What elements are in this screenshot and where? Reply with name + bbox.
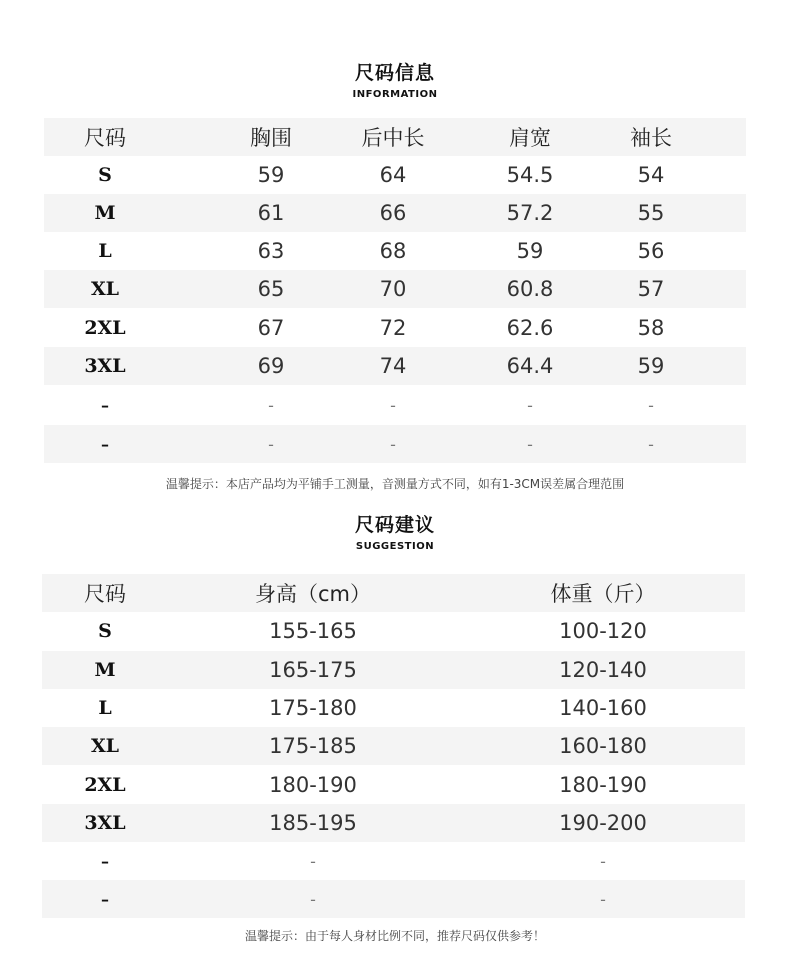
size-suggestion-subtitle: SUGGESTION xyxy=(355,541,435,552)
table-cell: 54 xyxy=(637,163,665,187)
table-cell: 57.2 xyxy=(506,201,554,225)
size-cell: – xyxy=(101,434,109,454)
table-cell: 120-140 xyxy=(559,658,647,682)
table-cell: - xyxy=(600,889,606,909)
size-cell: XL xyxy=(90,278,120,300)
size-cell: – xyxy=(101,889,109,909)
table-cell: 59 xyxy=(257,163,285,187)
table-cell: 59 xyxy=(516,239,544,263)
table-cell: 155-165 xyxy=(269,619,357,643)
table-cell: 160-180 xyxy=(559,734,647,758)
table-cell: - xyxy=(310,851,316,871)
table-cell: 70 xyxy=(379,277,407,301)
table-cell: 175-185 xyxy=(269,734,357,758)
column-header: 尺码 xyxy=(84,582,126,606)
table-cell: 61 xyxy=(257,201,285,225)
table-cell: - xyxy=(648,395,654,415)
table-cell: - xyxy=(527,434,533,454)
table-row xyxy=(44,270,746,308)
table-header-row xyxy=(42,574,745,612)
table-cell: 175-180 xyxy=(269,696,357,720)
table-cell: 59 xyxy=(637,354,665,378)
table-cell: 180-190 xyxy=(559,773,647,797)
table-cell: 57 xyxy=(637,277,665,301)
table-row xyxy=(42,727,745,765)
table-cell: 66 xyxy=(379,201,407,225)
column-header: 尺码 xyxy=(84,126,126,150)
column-header: 胸围 xyxy=(250,126,292,150)
table-cell: 58 xyxy=(637,316,665,340)
table-cell: 68 xyxy=(379,239,407,263)
table-cell: - xyxy=(600,851,606,871)
table-cell: 72 xyxy=(379,316,407,340)
table-cell: 56 xyxy=(637,239,665,263)
table-header-row xyxy=(44,118,746,156)
size-cell: 2XL xyxy=(84,317,126,339)
table-cell: 67 xyxy=(257,316,285,340)
table-cell: 74 xyxy=(379,354,407,378)
table-cell: 64.4 xyxy=(506,354,554,378)
table-cell: 54.5 xyxy=(506,163,554,187)
table-cell: 55 xyxy=(637,201,665,225)
table-cell: 62.6 xyxy=(506,316,554,340)
size-info-table xyxy=(44,118,746,464)
size-suggestion-note: 温馨提示：由于每人身材比例不同，推荐尺码仅供参考！ xyxy=(244,929,545,943)
size-cell: XL xyxy=(90,735,120,757)
table-cell: - xyxy=(268,395,274,415)
table-cell: 140-160 xyxy=(559,696,647,720)
size-cell: M xyxy=(94,659,116,681)
table-row xyxy=(44,232,746,270)
table-cell: 165-175 xyxy=(269,658,357,682)
size-suggestion-table xyxy=(42,574,745,916)
size-cell: 2XL xyxy=(84,774,126,796)
table-row xyxy=(42,842,745,880)
size-cell: L xyxy=(98,240,112,262)
table-row xyxy=(42,612,745,650)
table-cell: 60.8 xyxy=(506,277,554,301)
table-row xyxy=(42,689,745,727)
size-info-note: 温馨提示：本店产品均为平铺手工测量，音测量方式不同，如有1-3CM误差属合理范围 xyxy=(165,477,625,491)
size-suggestion-title: 尺码建议 xyxy=(354,514,435,536)
table-row xyxy=(42,804,745,842)
size-info-title-block xyxy=(0,58,790,100)
column-header: 后中长 xyxy=(361,126,425,150)
size-cell: 3XL xyxy=(84,355,126,377)
size-cell: S xyxy=(98,164,112,186)
table-cell: 180-190 xyxy=(269,773,357,797)
table-cell: - xyxy=(310,889,316,909)
size-info-title: 尺码信息 xyxy=(354,62,435,84)
table-cell: 63 xyxy=(257,239,285,263)
table-row xyxy=(44,425,746,463)
size-cell: L xyxy=(98,697,112,719)
table-cell: - xyxy=(268,434,274,454)
table-cell: - xyxy=(390,434,396,454)
size-cell: M xyxy=(94,202,116,224)
column-header: 肩宽 xyxy=(509,126,551,150)
table-cell: 65 xyxy=(257,277,285,301)
column-header: 袖长 xyxy=(630,126,672,150)
size-cell: – xyxy=(101,851,109,871)
table-cell: - xyxy=(390,395,396,415)
table-row xyxy=(44,347,746,385)
table-cell: 64 xyxy=(379,163,407,187)
size-cell: S xyxy=(98,620,112,642)
table-cell: 185-195 xyxy=(269,811,357,835)
table-row xyxy=(44,156,746,194)
size-suggestion-title-block xyxy=(0,510,790,552)
table-cell: 69 xyxy=(257,354,285,378)
table-cell: 190-200 xyxy=(559,811,647,835)
size-cell: – xyxy=(101,395,109,415)
table-row xyxy=(42,766,745,804)
table-cell: - xyxy=(648,434,654,454)
table-cell: - xyxy=(527,395,533,415)
table-row xyxy=(42,880,745,918)
column-header: 身高（cm） xyxy=(254,582,371,606)
table-row xyxy=(44,386,746,424)
column-header: 体重（斤） xyxy=(550,582,656,606)
table-cell: 100-120 xyxy=(559,619,647,643)
table-row xyxy=(44,309,746,347)
size-cell: 3XL xyxy=(84,812,126,834)
size-info-subtitle: INFORMATION xyxy=(352,89,438,100)
table-row xyxy=(44,194,746,232)
table-row xyxy=(42,651,745,689)
